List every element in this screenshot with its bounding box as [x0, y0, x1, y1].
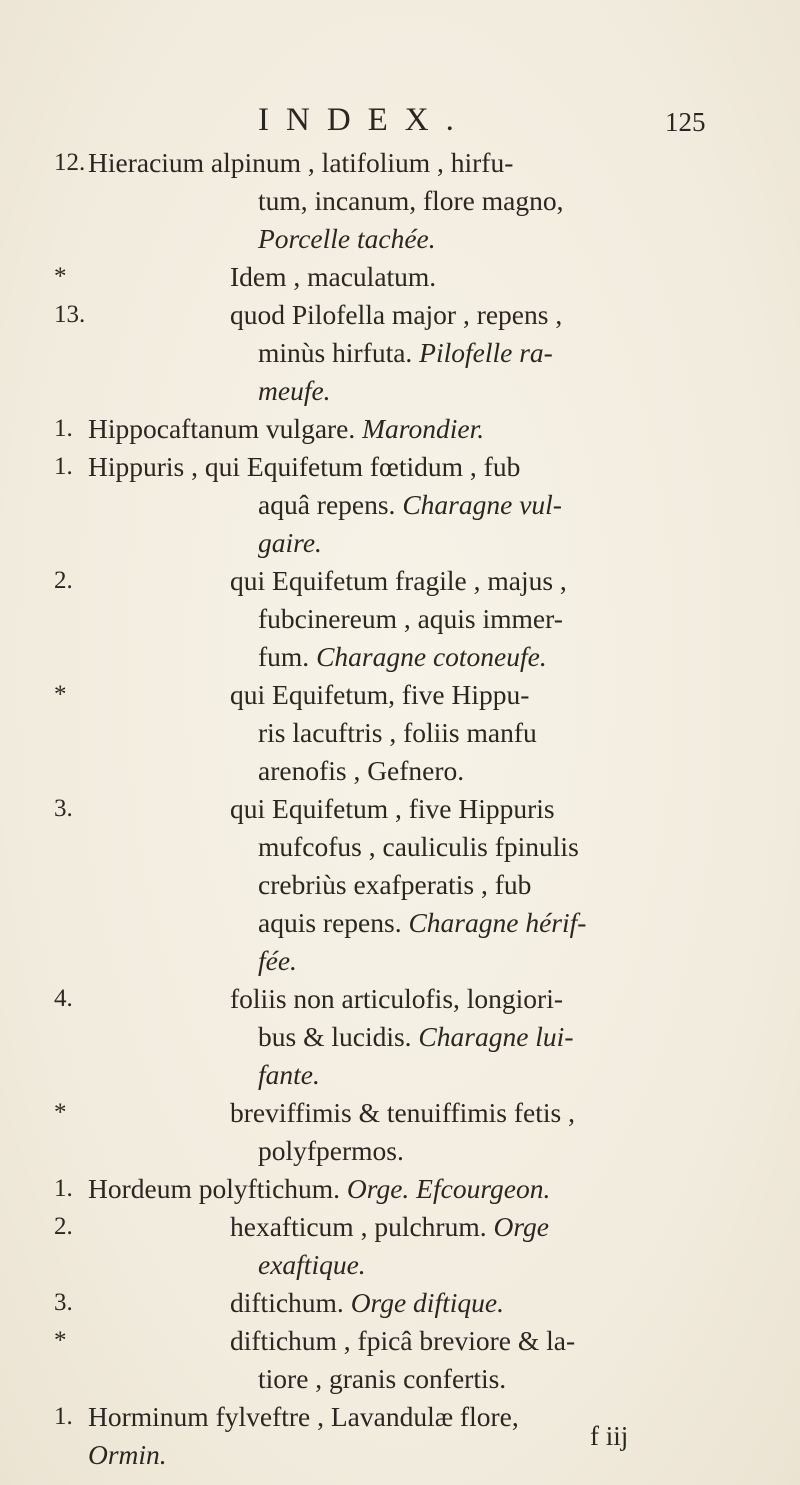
entry-text [88, 411, 484, 447]
index-line [0, 1133, 800, 1173]
french-name: Marondier. [362, 413, 485, 444]
entry-text [88, 449, 520, 485]
french-name: gaire. [258, 527, 322, 558]
entry-text [258, 905, 586, 941]
latin-text: crebriùs exafperatis , fub [258, 869, 532, 900]
latin-text: foliis non articulofis, longiori- [230, 983, 564, 1014]
index-line [0, 1095, 800, 1135]
entry-text [258, 715, 537, 751]
index-line [0, 905, 800, 945]
entry-text [88, 1399, 519, 1435]
french-name: Orge [493, 1211, 549, 1242]
latin-text: aquis repens. [258, 907, 409, 938]
latin-text: polyfpermos. [258, 1135, 404, 1166]
latin-text: tum, incanum, flore magno, [258, 185, 564, 216]
index-line [0, 639, 800, 679]
french-name: fée. [258, 945, 297, 976]
latin-text: ris lacuftris , foliis manfu [258, 717, 537, 748]
latin-text: aquâ repens. [258, 489, 403, 520]
french-name: Pilofelle ra- [419, 337, 553, 368]
entry-marker: * [54, 681, 67, 708]
entry-text [88, 145, 513, 181]
french-name: Charagne vul- [402, 489, 562, 520]
entry-text [258, 335, 553, 371]
latin-text: hexafticum , pulchrum. [230, 1211, 494, 1242]
index-line [0, 183, 800, 223]
french-name: fante. [258, 1059, 320, 1090]
entry-text [258, 1361, 506, 1397]
latin-text: arenofis , Gefnero. [258, 755, 465, 786]
latin-text: Hippocaftanum vulgare. [88, 413, 363, 444]
entry-marker: 13. [54, 301, 86, 328]
index-line [0, 1361, 800, 1401]
index-line [0, 297, 800, 337]
french-name: Charagne hérif- [408, 907, 587, 938]
index-line [0, 1323, 800, 1363]
latin-text: Idem , maculatum. [230, 261, 437, 292]
index-line [0, 411, 800, 451]
index-line [0, 221, 800, 261]
page-number: 125 [665, 107, 706, 137]
entry-text [230, 297, 562, 333]
index-line [0, 1057, 800, 1097]
index-line [0, 715, 800, 755]
entry-marker: 1. [54, 453, 73, 480]
index-line [0, 829, 800, 869]
index-line [0, 1399, 800, 1439]
entry-marker: 12. [54, 149, 86, 176]
latin-text: tiore , granis confertis. [258, 1363, 507, 1394]
index-line [0, 1247, 800, 1287]
french-name: Orge. Efcourgeon. [346, 1173, 551, 1204]
entry-marker: 1. [54, 1175, 73, 1202]
entry-text [258, 601, 563, 637]
index-line [0, 1171, 800, 1211]
index-line [0, 867, 800, 907]
latin-text: fum. [258, 641, 317, 672]
entry-text [258, 639, 547, 675]
index-line [0, 1019, 800, 1059]
entry-text [258, 487, 562, 523]
entry-text [230, 1209, 549, 1245]
latin-text: diftichum , fpicâ breviore & la- [230, 1325, 576, 1356]
latin-text: minùs hirfuta. [258, 337, 420, 368]
signature-mark: f iij [590, 1421, 629, 1451]
index-line [0, 563, 800, 603]
entry-text [230, 563, 567, 599]
entry-text [88, 1437, 167, 1473]
french-name: exaftique. [258, 1249, 366, 1280]
latin-text: qui Equifetum , five Hippuris [230, 793, 555, 824]
entry-marker: 3. [54, 795, 73, 822]
entry-text [258, 1247, 366, 1283]
entry-text [230, 981, 563, 1017]
entry-text [230, 1095, 575, 1131]
entry-text [258, 1133, 404, 1169]
entry-text [258, 221, 436, 257]
entry-text [258, 1057, 320, 1093]
entry-marker: 1. [54, 1403, 73, 1430]
french-name: Orge diftique. [350, 1287, 504, 1318]
index-line [0, 791, 800, 831]
index-line [0, 487, 800, 527]
latin-text: qui Equifetum fragile , majus , [230, 565, 567, 596]
entry-marker: 3. [54, 1289, 73, 1316]
latin-text: mufcofus , cauliculis fpinulis [258, 831, 579, 862]
index-heading: INDEX. [258, 102, 471, 138]
entry-text [230, 1285, 504, 1321]
latin-text: Hieracium alpinum , latifolium , hirfu- [88, 147, 514, 178]
french-name: Charagne cotoneufe. [316, 641, 547, 672]
index-line [0, 373, 800, 413]
entry-text [230, 1323, 575, 1359]
latin-text: qui Equifetum, five Hippu- [230, 679, 530, 710]
latin-text: Hippuris , qui Equifetum fœtidum , fub [88, 451, 521, 482]
entry-text [258, 1019, 574, 1055]
entry-marker: 2. [54, 1213, 73, 1240]
french-name: meufe. [258, 375, 331, 406]
entry-text [88, 1171, 550, 1207]
index-line [0, 335, 800, 375]
french-name: Charagne lui- [418, 1021, 574, 1052]
entry-text [258, 525, 322, 561]
index-line [0, 677, 800, 717]
latin-text: bus & lucidis. [258, 1021, 419, 1052]
entry-text [258, 373, 331, 409]
index-line [0, 601, 800, 641]
entry-text [258, 829, 579, 865]
entry-marker: 1. [54, 415, 73, 442]
index-line [0, 1437, 800, 1477]
entry-marker: * [54, 1099, 67, 1126]
index-line [0, 981, 800, 1021]
entry-text [230, 259, 436, 295]
index-line [0, 753, 800, 793]
latin-text: quod Pilofella major , repens , [230, 299, 563, 330]
index-line [0, 1209, 800, 1249]
index-line [0, 525, 800, 565]
entry-text [258, 183, 563, 219]
index-line [0, 1285, 800, 1325]
entry-text [230, 677, 529, 713]
entry-marker: * [54, 1327, 67, 1354]
running-header [0, 100, 800, 144]
french-name: Porcelle tachée. [258, 223, 436, 254]
index-line [0, 145, 800, 185]
index-line [0, 449, 800, 489]
entry-marker: 4. [54, 985, 73, 1012]
entry-text [230, 791, 555, 827]
latin-text: Hordeum polyftichum. [88, 1173, 347, 1204]
latin-text: Horminum fylveftre , Lavandulæ flore, [88, 1401, 519, 1432]
entry-marker: 2. [54, 567, 73, 594]
entry-text [258, 943, 297, 979]
entry-text [258, 867, 531, 903]
entry-text [258, 753, 464, 789]
latin-text: breviffimis & tenuiffimis fetis , [230, 1097, 575, 1128]
french-name: Ormin. [88, 1439, 167, 1470]
index-line [0, 259, 800, 299]
index-line [0, 943, 800, 983]
entry-marker: * [54, 263, 67, 290]
latin-text: fubcinereum , aquis immer- [258, 603, 563, 634]
latin-text: diftichum. [230, 1287, 351, 1318]
